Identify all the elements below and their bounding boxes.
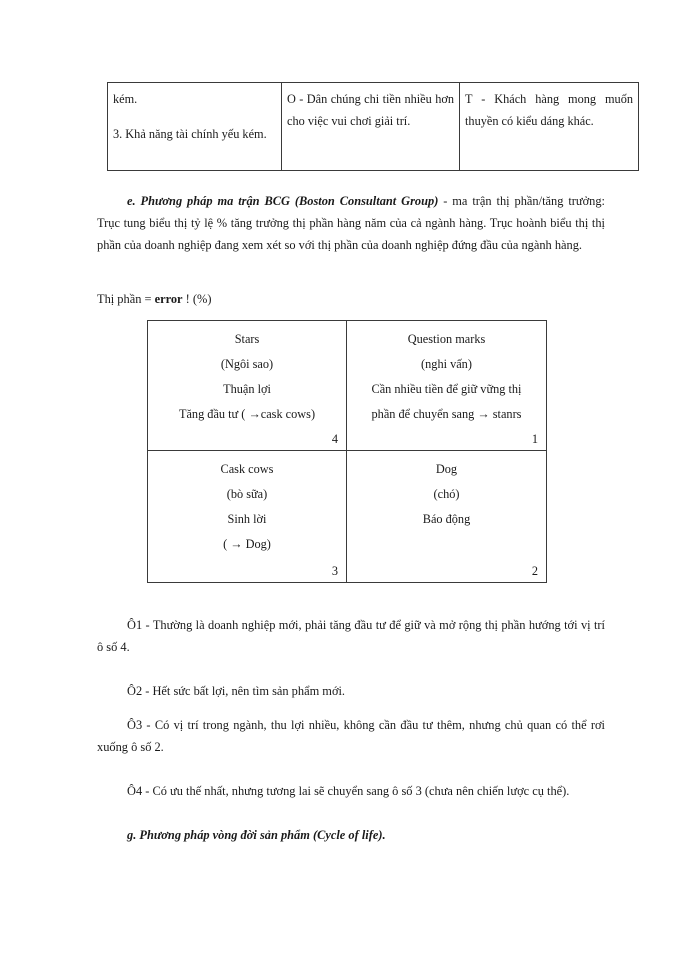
quadrant-line-subtitle: (chó) — [433, 487, 460, 501]
quadrant-number: 2 — [531, 564, 538, 578]
paragraph-o3 — [97, 714, 605, 758]
swot-continuation-table — [107, 82, 639, 171]
paragraph-o2 — [97, 680, 605, 702]
bcg-quadrant-stars — [148, 321, 347, 451]
formula-prefix: Thị phần = — [97, 292, 155, 306]
quadrant-line-note-2: Tăng đầu tư ( →cask cows) — [178, 407, 316, 421]
quadrant-line-subtitle: (Ngôi sao) — [220, 357, 274, 371]
table-cell-text: O - Dân chúng chi tiền nhiều hơn cho việc vui chơi giải trí. — [287, 92, 454, 128]
quadrant-line-note-2: ( → Dog) — [223, 537, 271, 551]
paragraph-o1-text: Ô1 - Thường là doanh nghiệp mới, phải tăng đầu tư để giữ và mở rộng thị phần hướng tới vị trí ô số 4. — [97, 618, 605, 654]
table-cell-text-line-2: 3. Khả năng tài chính yếu kém. — [113, 127, 267, 141]
bcg-quadrant-question-marks — [347, 321, 546, 451]
heading-cycle-of-life: g. Phương pháp vòng đời sản phẩm (Cycle of life). — [127, 828, 386, 842]
quadrant-line-note-1: Báo động — [422, 512, 471, 526]
quadrant-line-title: Cask cows — [220, 462, 274, 476]
paragraph-thi-phan-formula — [97, 288, 605, 310]
quadrant-line-title: Question marks — [407, 332, 486, 346]
quadrant-line-subtitle: (bò sữa) — [226, 487, 268, 501]
paragraph-o4 — [97, 780, 605, 802]
formula-suffix: ! (%) — [182, 292, 212, 306]
table-cell-threats — [460, 83, 639, 171]
bcg-quadrant-cask-cows — [148, 451, 347, 582]
table-cell-opportunities — [282, 83, 460, 171]
quadrant-number: 1 — [531, 432, 538, 446]
quadrant-line-subtitle: (nghi vấn) — [421, 357, 472, 371]
paragraph-o4-text: Ô4 - Có ưu thế nhất, nhưng tương lai sẽ chuyển sang ô số 3 (chưa nên chiến lược cụ thể). — [127, 784, 570, 798]
quadrant-line-title: Dog — [435, 462, 458, 476]
quadrant-line-note-2: phần để chuyển sang → stanrs — [371, 407, 522, 421]
bcg-matrix — [147, 320, 547, 583]
paragraph-bcg-intro — [97, 190, 605, 256]
table-row — [108, 83, 639, 171]
table-cell-text-line-1: kém. — [113, 92, 138, 106]
paragraph-o1 — [97, 614, 605, 658]
paragraph-o2-text: Ô2 - Hết sức bất lợi, nên tìm sản phẩm mới. — [127, 684, 346, 698]
table-cell-weaknesses — [108, 83, 282, 171]
paragraph-bcg-body: - ma trận thị phần/tăng trưởng: Trục tung biểu thị tỷ lệ % tăng trưởng thị phần hàng năm của cả ngành hàng. Trục hoành biểu thị thị phần của doanh nghiệp đang xem xét so với thị phần của doanh nghiệp đứng đầu của ngành hàng. — [97, 194, 605, 252]
quadrant-number: 4 — [331, 432, 338, 446]
quadrant-line-note-1: Thuận lợi — [223, 382, 271, 396]
quadrant-number: 3 — [331, 564, 338, 578]
heading-bcg-method: e. Phương pháp ma trận BCG (Boston Consultant Group) — [127, 194, 439, 208]
formula-error-token: error — [154, 292, 183, 306]
bcg-quadrant-dog — [347, 451, 546, 582]
quadrant-line-note-1: Sinh lời — [227, 512, 267, 526]
quadrant-line-title: Stars — [234, 332, 260, 346]
paragraph-cycle-heading — [97, 824, 605, 846]
quadrant-line-note-1: Cần nhiều tiền để giữ vững thị — [371, 382, 522, 396]
paragraph-o3-text: Ô3 - Có vị trí trong ngành, thu lợi nhiều, không cần đầu tư thêm, nhưng chủ quan có thể rơi xuống ô số 2. — [97, 718, 605, 754]
table-cell-text: T - Khách hàng mong muốn thuyền có kiểu dáng khác. — [465, 92, 633, 128]
